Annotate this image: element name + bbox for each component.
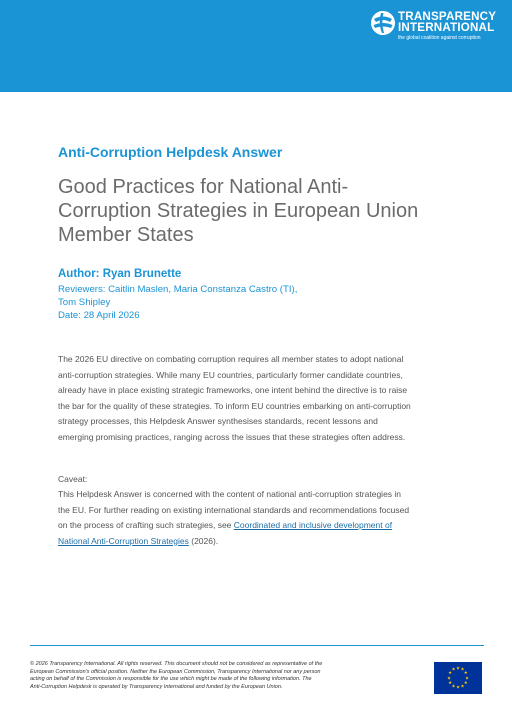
abstract-line: anti-corruption strategies. While many EU countries, particularly former candidate countries, bbox=[58, 369, 403, 380]
footer-line: European Commission's official position. Neither the European Commission, Transparency International nor any person bbox=[30, 668, 321, 675]
abstract-line: strategy processes, this Helpdesk Answer synthesises standards, recent lessons and bbox=[58, 416, 378, 426]
strategies-link[interactable]: Coordinated and inclusive development of bbox=[233, 520, 393, 530]
abstract-line: the bar for the quality of these strategies. To inform EU countries embarking on anti-corruption bbox=[58, 400, 411, 411]
strategies-link-cont[interactable]: National Anti-Corruption Strategies bbox=[58, 535, 189, 546]
caveat-suffix: (2026). bbox=[188, 535, 219, 546]
footer-line: acting on behalf of the Commission is responsible for the use which might be made of the following information. The bbox=[30, 676, 312, 683]
reviewers-line: Reviewers: Caitlin Maslen, Maria Constanza Castro (TI), bbox=[58, 284, 298, 295]
footer-line: © 2026 Transparency International. All rights reserved. This document should not be considered as representative of the bbox=[30, 661, 323, 667]
reviewers-line: Tom Shipley bbox=[58, 297, 111, 308]
caveat-paragraph bbox=[58, 487, 458, 549]
svg-text:★: ★ bbox=[451, 684, 456, 690]
svg-text:★: ★ bbox=[463, 681, 468, 686]
svg-text:★: ★ bbox=[451, 667, 456, 673]
logo-tagline: the global coalition against corruption bbox=[398, 35, 481, 41]
header-band bbox=[0, 0, 512, 92]
ti-globe-icon bbox=[370, 10, 396, 36]
caveat-line bbox=[58, 518, 458, 534]
logo-wordmark bbox=[398, 11, 496, 33]
abstract-line: already have in place existing strategic frameworks, one intent behind the directive is to raise bbox=[58, 385, 408, 395]
logo-name-line1: TRANSPARENCY bbox=[398, 10, 497, 23]
caveat-line-text: on the process of crafting such strategies, see bbox=[58, 520, 234, 530]
svg-text:★: ★ bbox=[446, 676, 452, 682]
svg-text:★: ★ bbox=[460, 667, 465, 673]
abstract-line: The 2026 EU directive on combating corruption requires all member states to adopt national bbox=[58, 354, 404, 364]
footer-line: Anti-Corruption Helpdesk is operated by Transparency International and funded by the European Union. bbox=[30, 683, 283, 690]
svg-text:★: ★ bbox=[464, 676, 470, 682]
abstract-paragraph bbox=[58, 352, 458, 445]
document-meta bbox=[58, 283, 388, 322]
date-line: Date: 28 April 2026 bbox=[58, 310, 140, 321]
title-line: Good Practices for National Anti- bbox=[58, 176, 349, 198]
title-line: Corruption Strategies in European Union bbox=[58, 200, 419, 222]
helpdesk-label: Anti-Corruption Helpdesk Answer bbox=[58, 144, 283, 160]
page-title bbox=[58, 175, 458, 247]
svg-text:★: ★ bbox=[455, 666, 461, 672]
svg-text:★: ★ bbox=[463, 671, 468, 676]
ti-logo bbox=[370, 10, 508, 44]
abstract-line: emerging promising practices, ranging across the issues that these strategies often address. bbox=[58, 431, 406, 442]
footer-divider bbox=[30, 645, 484, 646]
author-line: Author: Ryan Brunette bbox=[58, 268, 182, 280]
eu-stars-icon bbox=[434, 662, 482, 694]
svg-text:★: ★ bbox=[455, 685, 461, 691]
caveat-line bbox=[58, 534, 458, 550]
footer-disclaimer bbox=[30, 661, 430, 691]
svg-text:★: ★ bbox=[460, 684, 465, 690]
eu-flag-icon bbox=[434, 662, 482, 694]
caveat-line: This Helpdesk Answer is concerned with the content of national anti-corruption strategies in bbox=[58, 489, 402, 499]
svg-text:★: ★ bbox=[448, 671, 453, 676]
caveat-label: Caveat: bbox=[58, 474, 88, 484]
logo-name-line2: INTERNATIONAL bbox=[398, 21, 495, 34]
title-line: Member States bbox=[58, 224, 194, 246]
caveat-line: the EU. For further reading on existing international standards and recommendations focused bbox=[58, 504, 410, 515]
svg-text:★: ★ bbox=[448, 681, 453, 686]
